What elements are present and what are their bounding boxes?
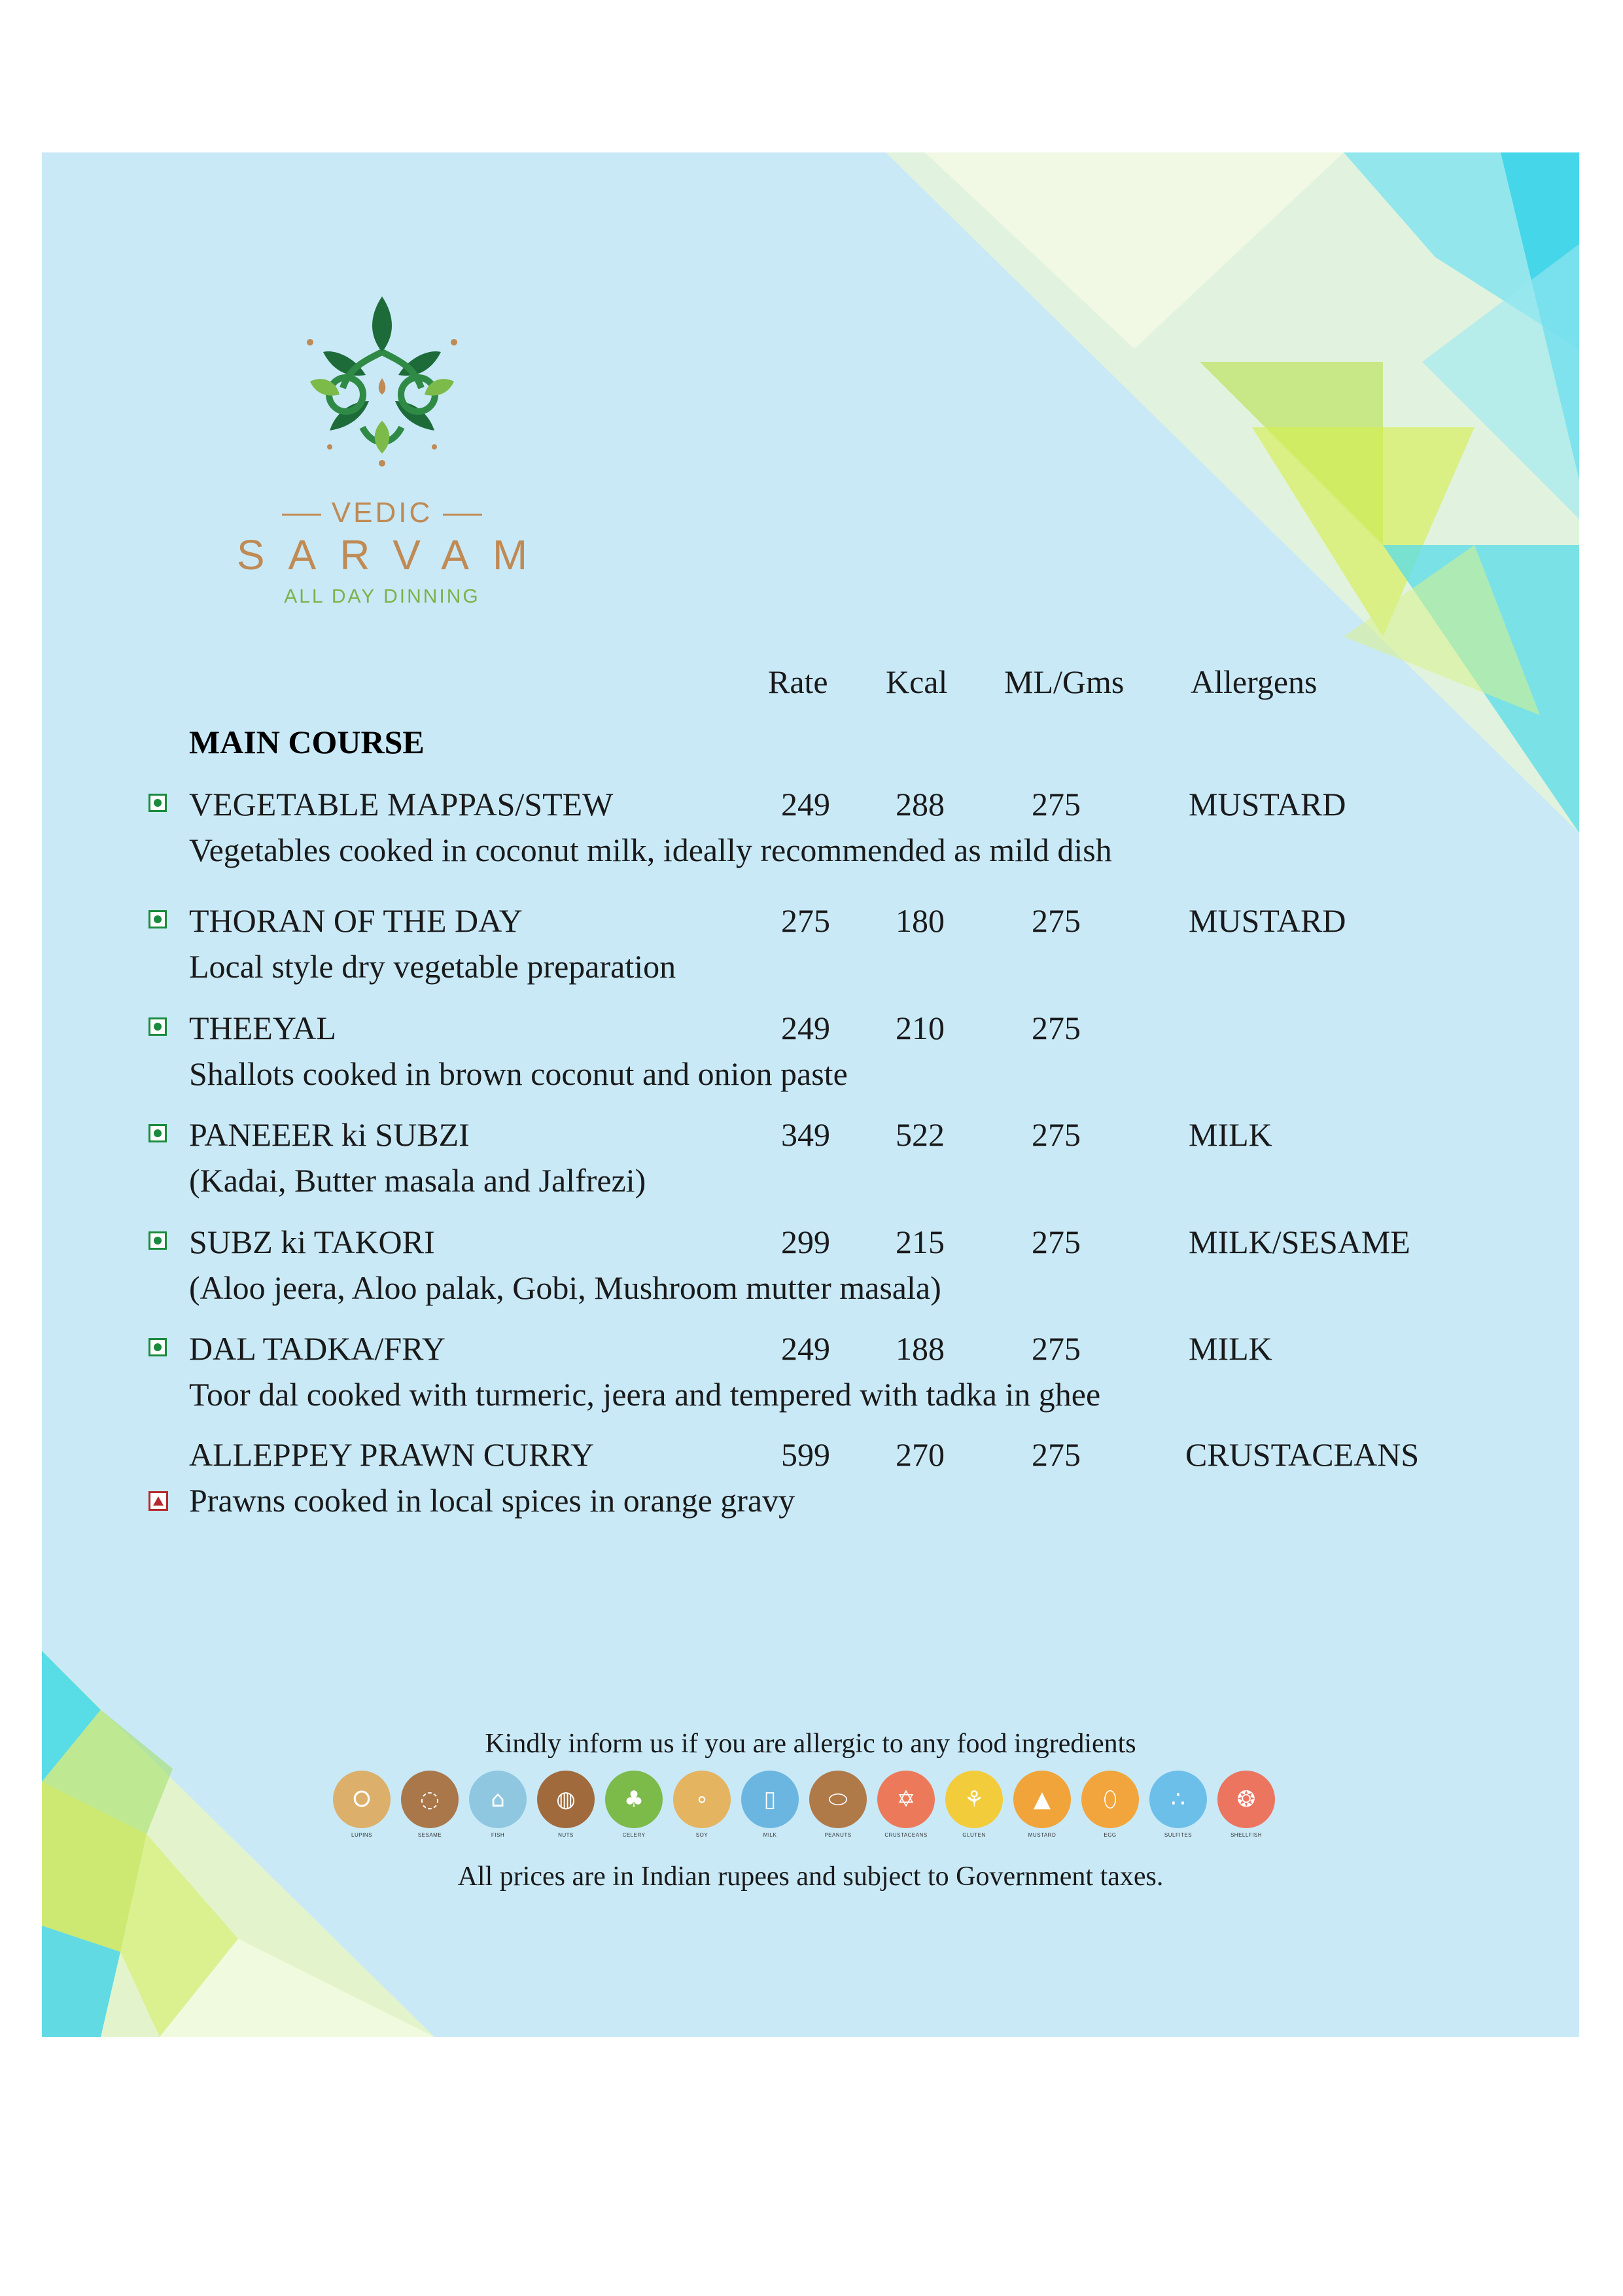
item-description: (Aloo jeera, Aloo palak, Gobi, Mushroom mutter masala) <box>189 1269 941 1306</box>
item-kcal: 288 <box>896 786 945 822</box>
item-allergen: MILK/SESAME <box>1189 1224 1410 1260</box>
allergen-circle: ♣ <box>605 1771 663 1828</box>
brand-vedic: VEDIC <box>186 497 578 529</box>
sesame-icon <box>401 1771 459 1838</box>
item-ml: 275 <box>1032 786 1081 822</box>
gluten-icon <box>945 1771 1003 1838</box>
top-right-decoration <box>886 152 1579 885</box>
allergen-circle: ▲ <box>1013 1771 1071 1828</box>
veg-symbol-icon <box>148 794 167 812</box>
menu-item <box>42 1223 1579 1315</box>
menu-item <box>42 1330 1579 1421</box>
allergen-label: FISH <box>491 1832 505 1838</box>
allergen-circle: ⚘ <box>945 1771 1003 1828</box>
item-kcal: 522 <box>896 1116 945 1153</box>
allergen-label: SESAME <box>417 1832 442 1838</box>
item-description: Vegetables cooked in coconut milk, ideally recommended as mild dish <box>189 832 1112 868</box>
item-rate: 599 <box>781 1436 830 1473</box>
item-kcal: 180 <box>896 902 945 939</box>
item-name: THEEYAL <box>189 1010 336 1046</box>
item-kcal: 210 <box>896 1010 945 1046</box>
allergen-circle: ⭘ <box>333 1771 391 1828</box>
item-allergen: MILK <box>1189 1330 1272 1367</box>
allergen-label: CELERY <box>622 1832 646 1838</box>
allergen-label: CRUSTACEANS <box>884 1832 928 1838</box>
allergen-label: MUSTARD <box>1028 1832 1056 1838</box>
item-description: (Kadai, Butter masala and Jalfrezi) <box>189 1162 646 1199</box>
menu-item <box>42 1436 1579 1527</box>
veg-symbol-icon <box>148 1017 167 1036</box>
item-allergen: MUSTARD <box>1189 902 1346 939</box>
item-rate: 249 <box>781 786 830 822</box>
menu-item <box>42 1116 1579 1207</box>
item-description: Prawns cooked in local spices in orange gravy <box>189 1482 795 1519</box>
allergen-label: GLUTEN <box>962 1832 986 1838</box>
brand-tagline: ALL DAY DINNING <box>284 586 480 607</box>
item-rate: 249 <box>781 1330 830 1367</box>
crustaceans-icon <box>877 1771 935 1838</box>
menu-item <box>42 785 1579 877</box>
item-ml: 275 <box>1032 1010 1081 1046</box>
veg-symbol-icon <box>148 1231 167 1250</box>
item-allergen: MILK <box>1189 1116 1272 1153</box>
item-kcal: 188 <box>896 1330 945 1367</box>
item-name: SUBZ ki TAKORI <box>189 1224 435 1260</box>
item-rate: 275 <box>781 902 830 939</box>
item-ml: 275 <box>1032 1436 1081 1473</box>
allergen-circle: ✡ <box>877 1771 935 1828</box>
item-ml: 275 <box>1032 1116 1081 1153</box>
item-kcal: 270 <box>896 1436 945 1473</box>
item-name: PANEEER ki SUBZI <box>189 1116 470 1153</box>
column-header-ml: ML/Gms <box>1004 663 1125 700</box>
menu-card <box>42 152 1579 2037</box>
allergen-circle: ⬭ <box>809 1771 867 1828</box>
item-ml: 275 <box>1032 902 1081 939</box>
menu-item <box>42 902 1579 993</box>
allergen-label: EGG <box>1104 1832 1117 1838</box>
mustard-icon <box>1013 1771 1071 1838</box>
item-name: ALLEPPEY PRAWN CURRY <box>189 1436 595 1473</box>
column-header-allergens: Allergens <box>1191 663 1318 700</box>
allergen-circle: ◍ <box>537 1771 595 1828</box>
item-name: DAL TADKA/FRY <box>189 1330 445 1367</box>
item-rate: 249 <box>781 1010 830 1046</box>
item-kcal: 215 <box>896 1224 945 1260</box>
veg-symbol-icon <box>148 1124 167 1142</box>
allergen-circle: ❂ <box>1217 1771 1275 1828</box>
item-description: Shallots cooked in brown coconut and onion paste <box>189 1055 848 1092</box>
item-name: THORAN OF THE DAY <box>189 902 523 939</box>
allergy-note: Kindly inform us if you are allergic to any food ingredients <box>485 1729 1136 1759</box>
item-rate: 349 <box>781 1116 830 1153</box>
allergen-label: MILK <box>763 1832 777 1838</box>
allergen-circle: ∘ <box>673 1771 731 1828</box>
item-ml: 275 <box>1032 1330 1081 1367</box>
nuts-icon <box>537 1771 595 1838</box>
allergen-circle: ◌ <box>401 1771 459 1828</box>
allergen-circle: ⌂ <box>469 1771 527 1828</box>
allergen-label: PEANUTS <box>824 1832 852 1838</box>
column-header-rate: Rate <box>768 663 828 700</box>
soy-icon <box>673 1771 731 1838</box>
milk-icon <box>741 1771 799 1838</box>
lotus-emblem-icon <box>284 290 480 473</box>
celery-icon <box>605 1771 663 1838</box>
shellfish-icon <box>1217 1771 1275 1838</box>
allergen-circle: ▯ <box>741 1771 799 1828</box>
sulfites-icon <box>1149 1771 1207 1838</box>
item-rate: 299 <box>781 1224 830 1260</box>
item-description: Toor dal cooked with turmeric, jeera and tempered with tadka in ghee <box>189 1376 1101 1413</box>
item-allergen: CRUSTACEANS <box>1185 1436 1420 1473</box>
lupins-icon <box>333 1771 391 1838</box>
item-name: VEGETABLE MAPPAS/STEW <box>189 786 614 822</box>
allergen-label: SOY <box>695 1832 708 1838</box>
allergen-label: SHELLFISH <box>1230 1832 1263 1838</box>
egg-icon <box>1081 1771 1139 1838</box>
brand-logo <box>186 290 578 608</box>
brand-name: SARVAM <box>236 531 551 578</box>
fish-icon <box>469 1771 527 1838</box>
item-allergen: MUSTARD <box>1189 786 1346 822</box>
section-title: MAIN COURSE <box>189 724 425 760</box>
allergen-label: NUTS <box>558 1832 574 1838</box>
non-veg-symbol-icon <box>148 1491 168 1511</box>
item-ml: 275 <box>1032 1224 1081 1260</box>
allergen-icon-row <box>333 1771 1288 1849</box>
veg-symbol-icon <box>148 1338 167 1356</box>
veg-symbol-icon <box>148 910 167 928</box>
menu-item <box>42 1009 1579 1101</box>
item-description: Local style dry vegetable preparation <box>189 948 676 985</box>
peanuts-icon <box>809 1771 867 1838</box>
allergen-label: SULFITES <box>1164 1832 1193 1838</box>
allergen-circle: ⬯ <box>1081 1771 1139 1828</box>
price-footer-note: All prices are in Indian rupees and subject to Government taxes. <box>457 1862 1164 1892</box>
column-header-kcal: Kcal <box>886 663 948 700</box>
allergen-circle: ∴ <box>1149 1771 1207 1828</box>
allergen-label: LUPINS <box>351 1832 372 1838</box>
